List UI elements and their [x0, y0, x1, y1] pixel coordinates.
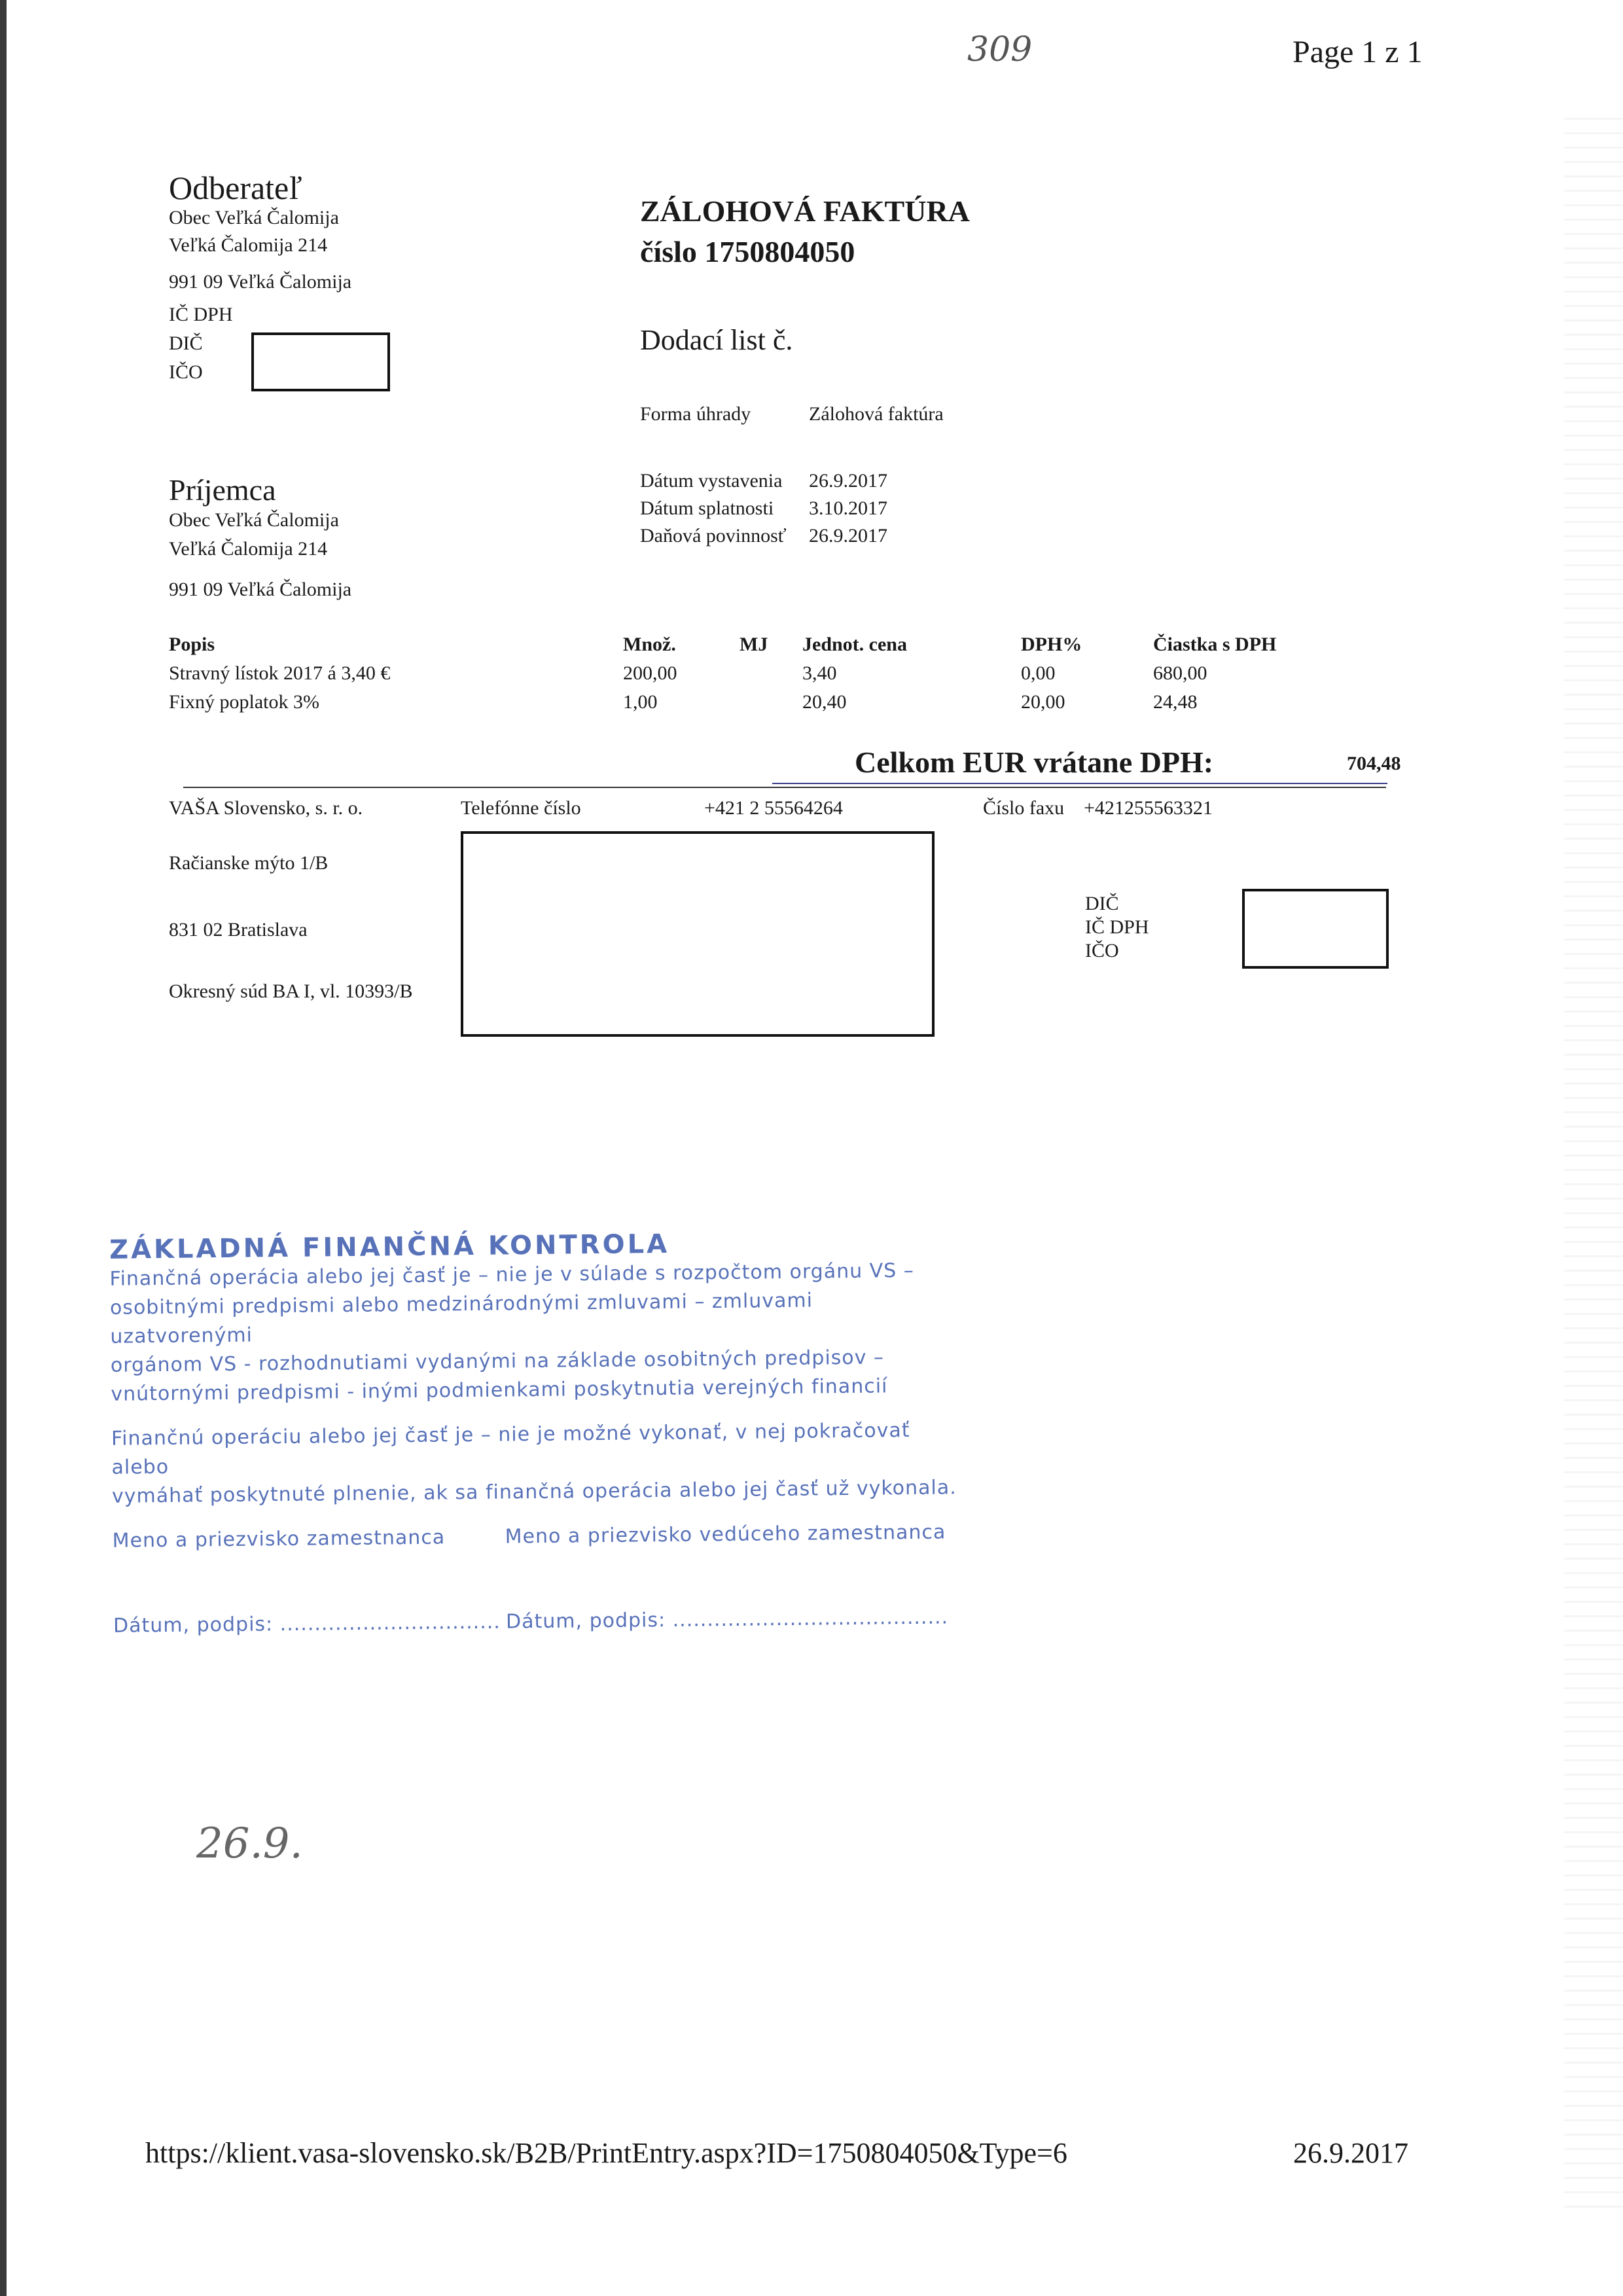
buyer-heading: Odberateľ [169, 170, 302, 206]
table-header: Jednot. cena [802, 634, 907, 655]
buyer-id-label: DIČ [169, 332, 203, 354]
invoice-number: číslo 1750804050 [640, 235, 855, 268]
delivery-note: Dodací list č. [640, 324, 793, 356]
total-value: 704,48 [1347, 753, 1401, 774]
table-header: Popis [169, 634, 215, 655]
supplier-street: Račianske mýto 1/B [169, 852, 329, 874]
stamp-text-line: vnútornými predpismi - inými podmienkami poskytnutia verejných financií [111, 1374, 888, 1406]
invoice-title: ZÁLOHOVÁ FAKTÚRA [640, 194, 970, 228]
footer-url: https://klient.vasa-slovensko.sk/B2B/PrintEntry.aspx?ID=1750804050&Type=6 [145, 2137, 1067, 2169]
stamp-text-line: Finančnú operáciu alebo jej časť je – nie je možné vykonať, v nej pokračovať alebo [111, 1419, 910, 1479]
supplier-court: Okresný súd BA I, vl. 10393/B [169, 980, 413, 1002]
fax-label: Číslo faxu [983, 797, 1065, 819]
buyer-line: Veľká Čalomija 214 [169, 234, 328, 256]
table-cell: 3,40 [802, 662, 837, 684]
supplier-id-label: IČ DPH [1085, 916, 1149, 938]
stamp-text-line: orgánom VS - rozhodnutiami vydanými na základe osobitných predpisov – [110, 1346, 885, 1377]
date-value: 26.9.2017 [809, 470, 887, 492]
table-cell: 680,00 [1153, 662, 1207, 684]
table-cell: Fixný poplatok 3% [169, 691, 319, 713]
table-header: Čiastka s DPH [1153, 634, 1277, 655]
table-header: MJ [740, 634, 768, 655]
redacted-box [461, 831, 935, 1037]
recipient-line: Obec Veľká Čalomija [169, 509, 339, 531]
supplier-name: VAŠA Slovensko, s. r. o. [169, 797, 363, 819]
phone-value: +421 2 55564264 [704, 797, 843, 819]
stamp-text-line: osobitnými predpismi alebo medzinárodnými zmluvami – zmluvami uzatvorenými [109, 1289, 813, 1348]
date-label: Dátum vystavenia [640, 470, 783, 492]
fax-value: +421255563321 [1084, 797, 1213, 819]
redacted-box [251, 332, 390, 391]
recipient-line: Veľká Čalomija 214 [169, 538, 328, 560]
divider [183, 787, 1386, 788]
supplier-id-label: DIČ [1085, 893, 1119, 914]
redacted-box [1242, 889, 1389, 969]
scan-noise [1564, 118, 1623, 2212]
table-header: DPH% [1021, 634, 1082, 655]
handwritten-date: 26.9. [196, 1820, 303, 1868]
footer-date: 26.9.2017 [1293, 2137, 1408, 2169]
payment-value: Zálohová faktúra [809, 403, 944, 425]
payment-label: Forma úhrady [640, 403, 751, 425]
table-cell: Stravný lístok 2017 á 3,40 € [169, 662, 391, 684]
supplier-id-label: IČO [1085, 940, 1119, 961]
control-stamp [109, 1226, 964, 1638]
buyer-line: 991 09 Veľká Čalomija [169, 271, 352, 293]
handwritten-number: 309 [967, 30, 1033, 69]
recipient-line: 991 09 Veľká Čalomija [169, 579, 352, 600]
divider [772, 783, 1387, 784]
date-label: Dátum splatnosti [640, 497, 774, 519]
stamp-employee-name-label: Meno a priezvisko zamestnanca [112, 1526, 446, 1552]
table-cell: 1,00 [623, 691, 658, 713]
buyer-line: Obec Veľká Čalomija [169, 207, 339, 228]
table-header: Množ. [623, 634, 676, 655]
buyer-id-label: IČO [169, 361, 203, 383]
stamp-text-line: Finančná operácia alebo jej časť je – nie je v súlade s rozpočtom orgánu VS – [109, 1259, 914, 1291]
stamp-text-line: vymáhať poskytnuté plnenie, ak sa finančná operácia alebo jej časť už vykonala. [111, 1476, 957, 1508]
supplier-city: 831 02 Bratislava [169, 919, 308, 941]
stamp-manager-name-label: Meno a priezvisko vedúceho zamestnanca [505, 1520, 946, 1549]
stamp-employee-signature: Dátum, podpis: ................................ [113, 1610, 501, 1638]
table-cell: 200,00 [623, 662, 677, 684]
scan-edge [0, 0, 7, 2296]
date-value: 3.10.2017 [809, 497, 887, 519]
date-label: Daňová povinnosť [640, 525, 787, 547]
date-value: 26.9.2017 [809, 525, 887, 547]
buyer-id-label: IČ DPH [169, 304, 233, 325]
table-cell: 0,00 [1021, 662, 1056, 684]
table-cell: 24,48 [1153, 691, 1198, 713]
stamp-title: ZÁKLADNÁ FINANČNÁ KONTROLA [109, 1229, 670, 1265]
page-indicator: Page 1 z 1 [1293, 35, 1423, 69]
recipient-heading: Príjemca [169, 473, 276, 507]
table-cell: 20,40 [802, 691, 847, 713]
phone-label: Telefónne číslo [461, 797, 581, 819]
table-cell: 20,00 [1021, 691, 1065, 713]
total-label: Celkom EUR vrátane DPH: [855, 745, 1214, 779]
stamp-manager-signature: Dátum, podpis: ........................................ [505, 1605, 949, 1634]
